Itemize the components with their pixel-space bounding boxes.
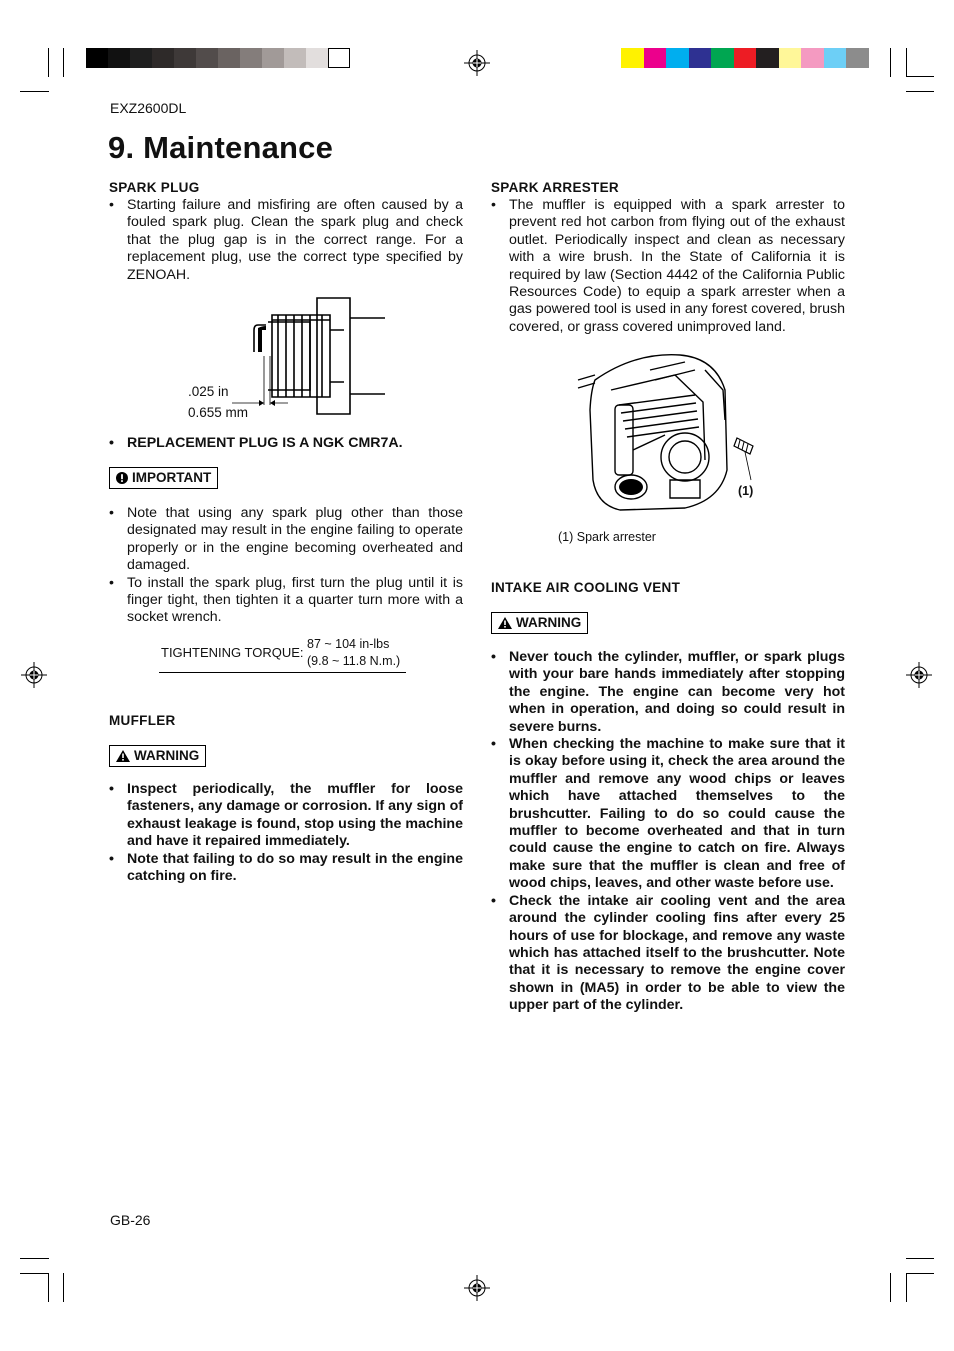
warning-triangle-icon <box>498 617 512 629</box>
intake-heading: INTAKE AIR COOLING VENT <box>491 580 681 595</box>
crop-mark <box>906 76 934 77</box>
crop-mark <box>906 48 907 77</box>
spark-arrester-heading: SPARK ARRESTER <box>491 180 619 195</box>
torque-label: TIGHTENING TORQUE: <box>161 645 304 660</box>
intake-warning-badge <box>491 612 588 634</box>
color-swatch <box>801 48 824 68</box>
color-swatch <box>328 48 350 68</box>
torque-rule <box>159 672 406 673</box>
crop-mark <box>48 48 49 77</box>
color-swatch <box>306 48 328 68</box>
warning-label: WARNING <box>516 615 582 630</box>
muffler-warning-item: • Note that failing to do so may result in the engine catching on fire. <box>109 851 463 886</box>
color-swatch <box>779 48 802 68</box>
torque-nm: (9.8 ~ 11.8 N.m.) <box>307 654 401 668</box>
muffler-warning-badge <box>109 745 206 767</box>
model-number: EXZ2600DL <box>110 100 187 116</box>
crop-mark <box>890 48 891 77</box>
color-swatch <box>262 48 284 68</box>
spark-plug-diagram <box>180 290 410 420</box>
registration-mark-icon <box>21 662 47 688</box>
crop-mark <box>48 1273 49 1302</box>
color-swatch <box>86 48 108 68</box>
color-swatch <box>644 48 667 68</box>
spark-plug-note: • Note that using any spark plug other than those designated may result in the engine failing to operate properly or in the engine becoming overheated and damaged. <box>109 505 463 575</box>
color-swatch <box>621 48 644 68</box>
callout-label: (1) <box>738 484 754 498</box>
muffler-heading: MUFFLER <box>109 713 176 728</box>
intake-warning-item: • When checking the machine to make sure that it is okay before using it, check the area around the muffler and remove any wood chips or leaves which have attached themselves to the brushcutter. Failing to do so could cause the muffler to become overheated and that in turn could cause the engine to catch on fire. Always make sure that the muffler is clean and free of wood chips, leaves, and other waste before use. <box>491 736 845 893</box>
color-swatch <box>218 48 240 68</box>
color-swatch <box>240 48 262 68</box>
crop-mark <box>906 91 934 92</box>
muffler-warning-item: • Inspect periodically, the muffler for loose fasteners, any damage or corrosion. If any sign of exhaust leakage is found, stop using the machine and have it repaired immediately. <box>109 781 463 851</box>
color-swatch <box>824 48 847 68</box>
color-swatch <box>711 48 734 68</box>
warning-label: WARNING <box>134 748 200 763</box>
registration-mark-icon <box>464 50 490 76</box>
important-label: IMPORTANT <box>132 470 212 485</box>
torque-in-lbs: 87 ~ 104 in-lbs <box>307 637 390 651</box>
intake-warning-item: • Never touch the cylinder, muffler, or spark plugs with your bare hands immediately after stopping the engine. The engine can become very hot when in operation, and doing so could result in severe burns. <box>491 649 845 736</box>
crop-mark <box>20 91 49 92</box>
exclamation-circle-icon <box>116 472 128 484</box>
gap-mm-label: 0.655 mm <box>188 405 249 420</box>
intake-warning-item: • Check the intake air cooling vent and the area around the cylinder cooling fins after every 25 hours of use for blockage, and remove any waste which has attached itself to the brushcutter. Note that it is necessary to remove the engine cover shown in (MA5) in order to be able to view the upper part of the cylinder. <box>491 893 845 1015</box>
crop-mark <box>890 1273 891 1302</box>
color-swatch <box>689 48 712 68</box>
color-swatch <box>846 48 869 68</box>
page-title: 9. Maintenance <box>108 130 334 165</box>
crop-mark <box>20 1273 49 1274</box>
spark-plug-intro: • Starting failure and misfiring are often caused by a fouled spark plug. Clean the spark plug and check that the plug gap is in the correct range. For a replacement plug, use the correct type specified by ZENOAH. <box>109 197 463 284</box>
registration-mark-icon <box>464 1275 490 1301</box>
warning-triangle-icon <box>116 750 130 762</box>
color-swatch <box>734 48 757 68</box>
spark-arrester-text: • The muffler is equipped with a spark arrester to prevent red hot carbon from flying out of the exhaust outlet. Periodically inspect and clean as necessary with a wire brush. In the State of California it is required by law (Section 4442 of the California Public Resources Code) to equip a spark arrester when a gas powered tool is used in any forest covered, brush covered, or grass covered unimproved land. <box>491 197 845 336</box>
color-swatch <box>196 48 218 68</box>
replacement-plug-note: • REPLACEMENT PLUG IS A NGK CMR7A. <box>109 435 463 452</box>
gap-inches-label: .025 in <box>188 384 229 399</box>
color-swatch <box>666 48 689 68</box>
color-swatch <box>284 48 306 68</box>
color-swatch <box>174 48 196 68</box>
spark-plug-heading: SPARK PLUG <box>109 180 200 195</box>
page-number: GB-26 <box>110 1212 151 1228</box>
spark-plug-note: • To install the spark plug, first turn the plug until it is finger tight, then tighten it a quarter turn more with a socket wrench. <box>109 575 463 627</box>
crop-mark <box>20 1258 49 1259</box>
important-badge <box>109 467 218 489</box>
color-swatch <box>130 48 152 68</box>
registration-mark-icon <box>906 662 932 688</box>
crop-mark <box>906 1273 907 1302</box>
crop-mark <box>63 1273 64 1302</box>
spark-arrester-caption: (1) Spark arrester <box>558 530 656 544</box>
color-swatch <box>108 48 130 68</box>
engine-illustration <box>575 350 765 518</box>
color-swatch <box>756 48 779 68</box>
crop-mark <box>63 48 64 77</box>
crop-mark <box>906 1273 934 1274</box>
color-swatch <box>152 48 174 68</box>
crop-mark <box>906 1258 934 1259</box>
